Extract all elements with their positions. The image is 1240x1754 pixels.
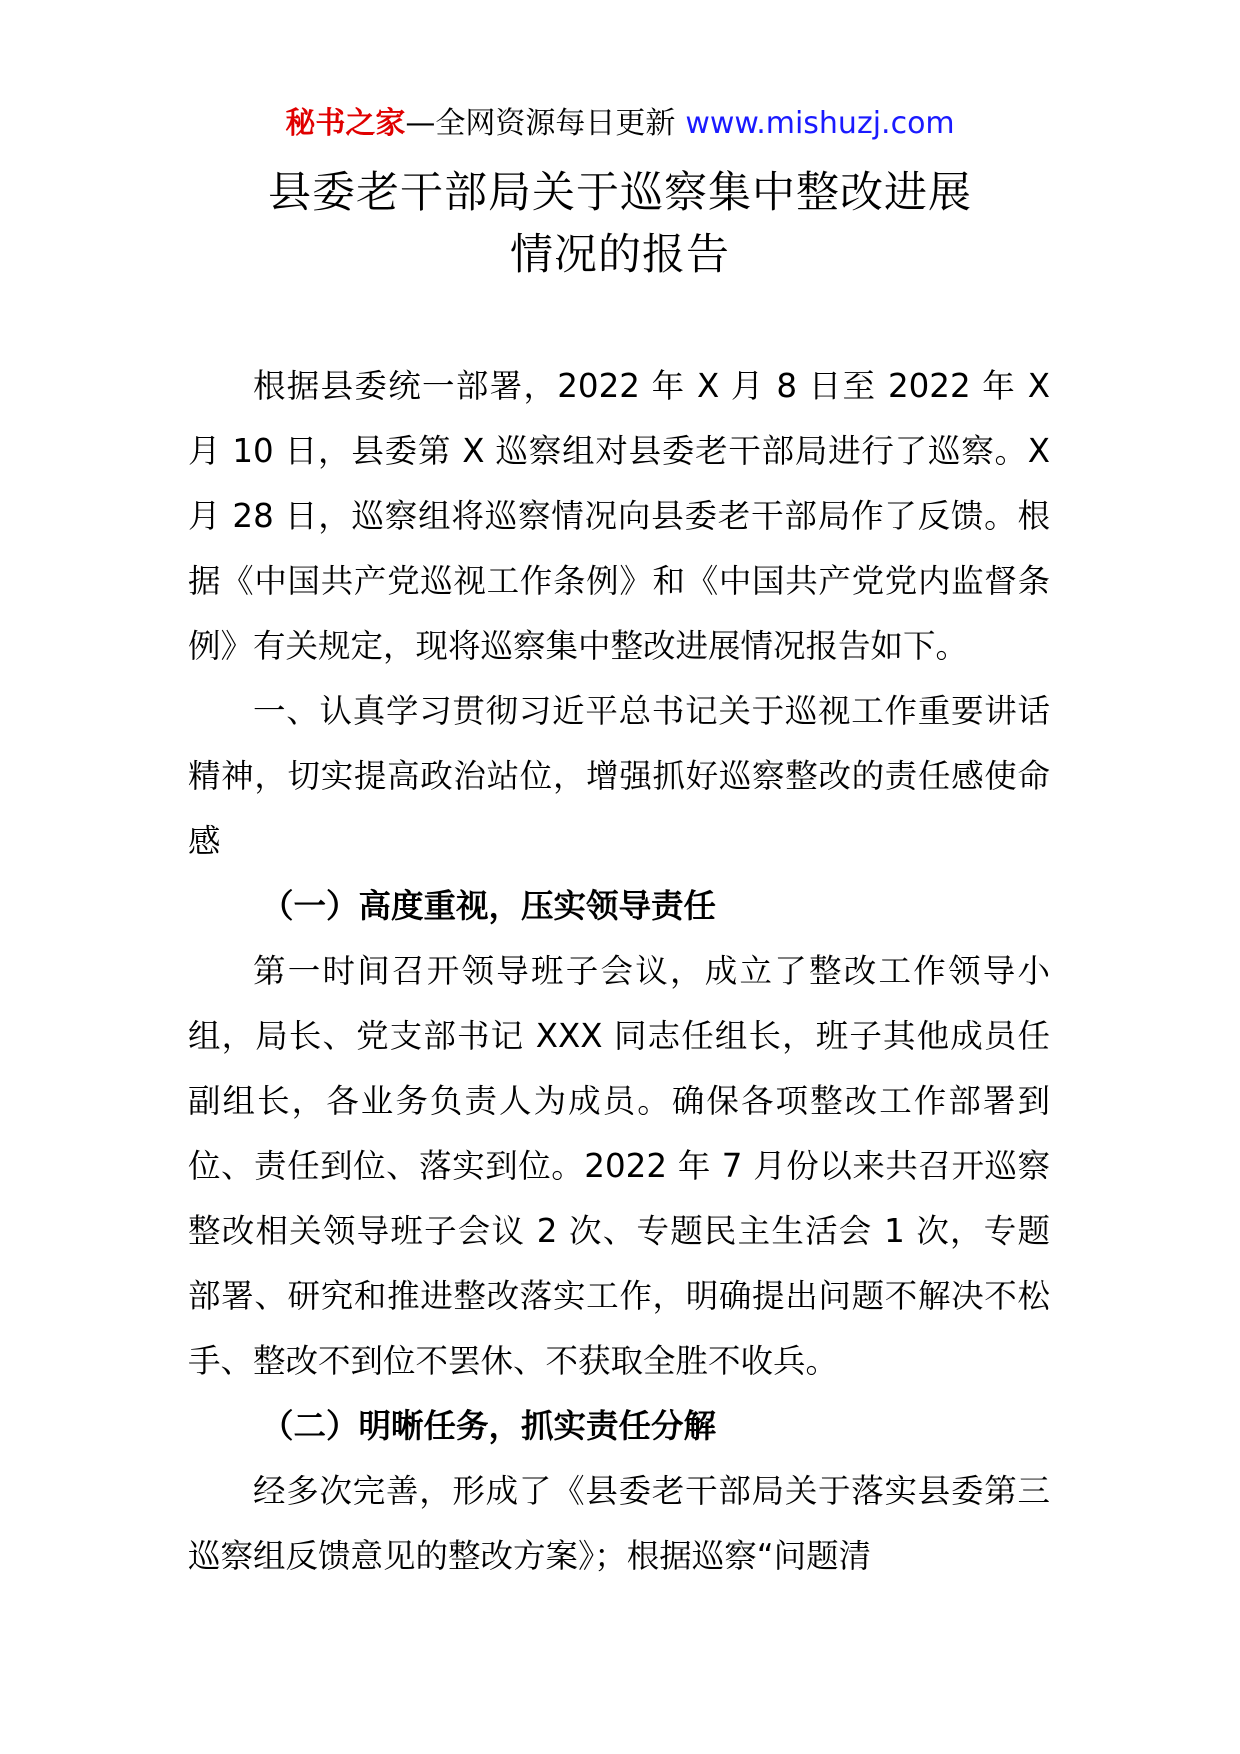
- section-heading-1: 一、认真学习贯彻习近平总书记关于巡视工作重要讲话精神，切实提高政治站位，增强抓好巡察整改的责任感使命感: [188, 692, 1050, 860]
- banner-url[interactable]: www.mishuzj.com: [685, 106, 955, 141]
- subsection-heading-1: （一）高度重视，压实领导责任: [261, 887, 717, 925]
- banner-brand: 秘书之家: [285, 106, 406, 141]
- title-line-2: 情况的报告: [510, 230, 730, 280]
- paragraph-leadership: 第一时间召开领导班子会议，成立了整改工作领导小组，局长、党支部书记 XXX 同志任组长，班子其他成员任副组长，各业务负责人为成员。确保各项整改工作部署到位、责任到位、落实到位。2022 年 7 月份以来共召开巡察整改相关领导班子会议 2 次、专题民主生活会 1 次，专题部署、研究和推进整改落实工作，明确提出问题不解决不松手、整改不到位不罢休、不获取全胜不收兵。: [188, 952, 1050, 1380]
- document-body: [188, 354, 1050, 1589]
- paragraph-tasks: 经多次完善，形成了《县委老干部局关于落实县委第三巡察组反馈意见的整改方案》；根据巡察“问题清: [188, 1472, 1050, 1575]
- title-line-1: 县委老干部局关于巡察集中整改进展: [268, 168, 972, 218]
- site-banner: [0, 102, 1240, 146]
- subsection-heading-2: （二）明晰任务，抓实责任分解: [261, 1407, 717, 1445]
- document-title: [0, 162, 1240, 286]
- paragraph-intro: 根据县委统一部署，2022 年 X 月 8 日至 2022 年 X 月 10 日，县委第 X 巡察组对县委老干部局进行了巡察。X 月 28 日，巡察组将巡察情况向县委老干部局作了反馈。根据《中国共产党巡视工作条例》和《中国共产党党内监督条例》有关规定，现将巡察集中整改进展情况报告如下。: [188, 367, 1050, 665]
- banner-slogan: —全网资源每日更新: [405, 106, 676, 141]
